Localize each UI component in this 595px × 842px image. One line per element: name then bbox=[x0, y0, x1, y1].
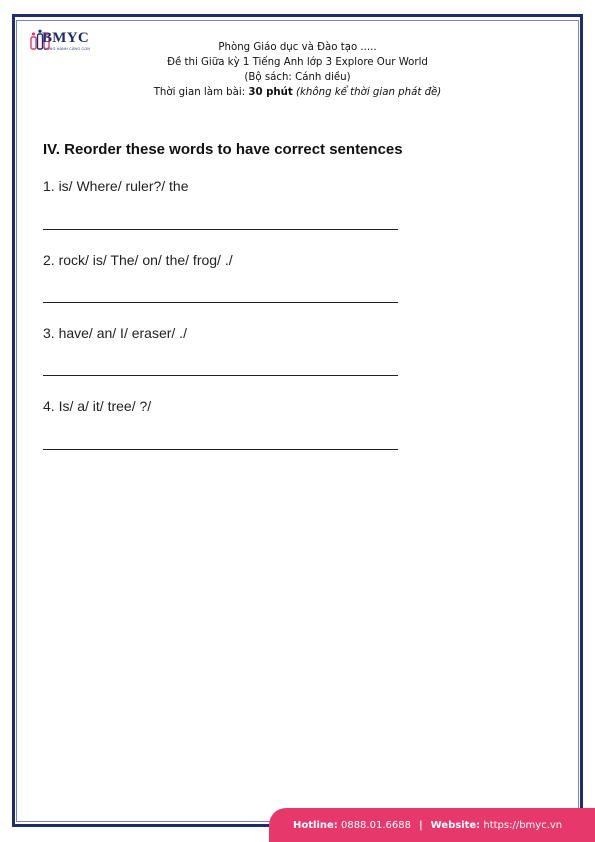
answer-line-1[interactable] bbox=[43, 229, 398, 230]
header-time bbox=[100, 85, 495, 100]
time-note: (không kể thời gian phát đề) bbox=[296, 87, 442, 98]
footer-separator: | bbox=[418, 819, 423, 831]
answer-line-2[interactable] bbox=[43, 302, 398, 303]
exam-header bbox=[100, 40, 495, 100]
brand-tagline: ĐỒNG HÀNH CÙNG CON bbox=[44, 47, 91, 51]
website-link[interactable]: https://bmyc.vn bbox=[483, 819, 563, 831]
footer-contact bbox=[269, 808, 595, 842]
time-label: Thời gian làm bài: bbox=[153, 87, 246, 98]
hotline-value[interactable]: 0888.01.6688 bbox=[340, 819, 411, 831]
answer-line-3[interactable] bbox=[43, 375, 398, 376]
header-book: (Bộ sách: Cánh diều) bbox=[244, 72, 351, 83]
time-value: 30 phút bbox=[248, 87, 293, 98]
answer-line-4[interactable] bbox=[43, 449, 398, 450]
question-1: 1. is/ Where/ ruler?/ the bbox=[43, 178, 189, 194]
hotline-label: Hotline: bbox=[293, 819, 338, 831]
question-3: 3. have/ an/ I/ eraser/ ./ bbox=[43, 325, 187, 341]
website-label: Website: bbox=[430, 819, 481, 831]
section-title: IV. Reorder these words to have correct sentences bbox=[43, 141, 403, 158]
question-2: 2. rock/ is/ The/ on/ the/ frog/ ./ bbox=[43, 252, 233, 268]
question-4: 4. Is/ a/ it/ tree/ ?/ bbox=[43, 398, 152, 414]
brand-name: BMYC bbox=[42, 30, 90, 46]
header-department: Phòng Giáo dục và Đào tạo ..... bbox=[218, 42, 377, 53]
header-exam-title: Đề thi Giữa kỳ 1 Tiếng Anh lớp 3 Explore Our World bbox=[167, 57, 428, 68]
